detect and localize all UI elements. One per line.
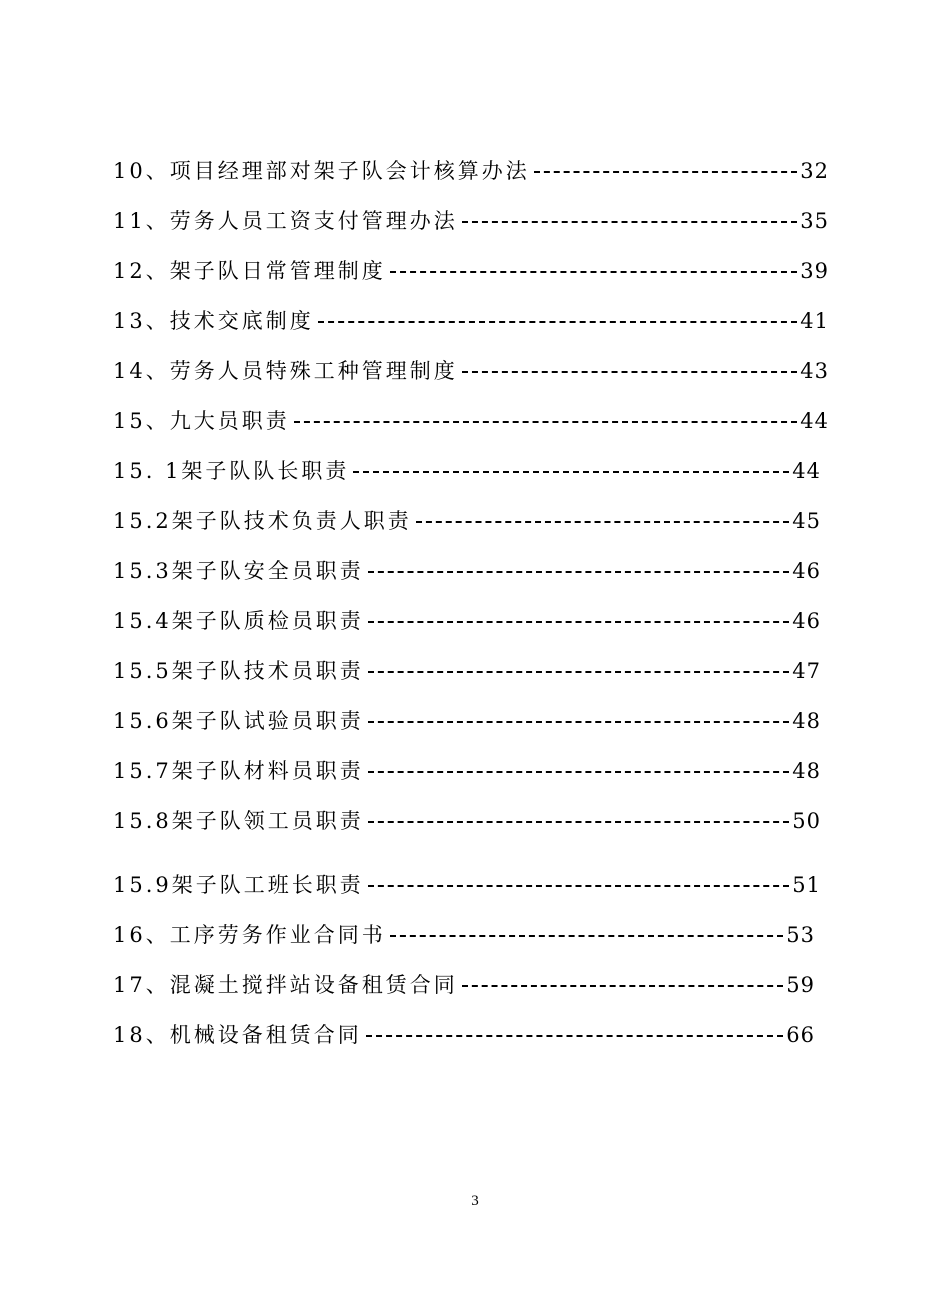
toc-dot-leader [390,935,784,937]
toc-dot-leader [462,371,798,373]
toc-dot-leader [366,1035,784,1037]
toc-entry-title: 15.2架子队技术负责人职责 [113,509,412,533]
toc-dot-leader [353,471,789,473]
toc-dot-leader [368,621,790,623]
toc-entry-page: 53 [786,923,815,947]
toc-entry-title: 15、九大员职责 [113,409,290,433]
toc-entry-page: 66 [786,1023,815,1047]
toc-entry-title: 11、劳务人员工资支付管理办法 [113,209,458,233]
toc-entry-title: 12、架子队日常管理制度 [113,259,386,283]
toc-dot-leader [534,171,798,173]
toc-entry-title: 10、项目经理部对架子队会计核算办法 [113,159,530,183]
toc-entry[interactable] [113,553,821,589]
toc-dot-leader [368,671,790,673]
toc-entry-page: 51 [792,873,821,897]
toc-dot-leader [318,321,798,323]
toc-dot-leader [294,421,798,423]
toc-entry[interactable] [113,653,821,689]
toc-dot-leader [368,821,790,823]
toc-entry-title: 15.5架子队技术员职责 [113,659,364,683]
toc-entry-page: 35 [800,209,829,233]
toc-entry-title: 14、劳务人员特殊工种管理制度 [113,359,458,383]
toc-entry-page: 43 [800,359,829,383]
toc-entry-page: 50 [792,809,821,833]
toc-entry[interactable] [113,1017,815,1053]
toc-entry-page: 48 [792,709,821,733]
toc-entry-page: 41 [800,309,829,333]
toc-entry[interactable] [113,353,829,389]
toc-entry-title: 15.8架子队领工员职责 [113,809,364,833]
toc-entry[interactable] [113,453,821,489]
toc-entry-title: 13、技术交底制度 [113,309,314,333]
toc-entry-title: 15.9架子队工班长职责 [113,873,364,897]
page-number: 3 [471,1193,479,1209]
toc-entry-title: 15.3架子队安全员职责 [113,559,364,583]
toc-dot-leader [390,271,798,273]
toc-entry[interactable] [113,203,829,239]
toc-entry[interactable] [113,603,821,639]
toc-entry-page: 44 [792,459,821,483]
toc-dot-leader [462,985,784,987]
toc-entry-page: 45 [792,509,821,533]
toc-entry[interactable] [113,803,821,839]
toc-entry[interactable] [113,303,829,339]
toc-entry-page: 59 [786,973,815,997]
toc-dot-leader [368,771,790,773]
toc-entry-title: 16、工序劳务作业合同书 [113,923,386,947]
toc-dot-leader [416,521,790,523]
toc-entry[interactable] [113,253,829,289]
toc-dot-leader [368,885,790,887]
toc-entry[interactable] [113,917,815,953]
toc-entry[interactable] [113,753,821,789]
toc-entry[interactable] [113,403,829,439]
toc-entry[interactable] [113,153,829,189]
toc-dot-leader [368,571,790,573]
toc-entry-page: 39 [800,259,829,283]
toc-entry-page: 48 [792,759,821,783]
toc-entry-page: 46 [792,559,821,583]
toc-entry-page: 46 [792,609,821,633]
toc-entry-title: 17、混凝土搅拌站设备租赁合同 [113,973,458,997]
toc-dot-leader [462,221,798,223]
toc-entry[interactable] [113,867,821,903]
toc-entry-page: 47 [792,659,821,683]
toc-entry[interactable] [113,503,821,539]
toc-entry-page: 44 [800,409,829,433]
toc-entry-title: 15. 1架子队队长职责 [113,459,350,483]
toc-entry-title: 18、机械设备租赁合同 [113,1023,362,1047]
toc-entry-title: 15.4架子队质检员职责 [113,609,364,633]
toc-entry[interactable] [113,967,815,1003]
toc-entry[interactable] [113,703,821,739]
toc-dot-leader [368,721,790,723]
toc-entry-title: 15.7架子队材料员职责 [113,759,364,783]
toc-entry-page: 32 [800,159,829,183]
toc-entry-title: 15.6架子队试验员职责 [113,709,364,733]
